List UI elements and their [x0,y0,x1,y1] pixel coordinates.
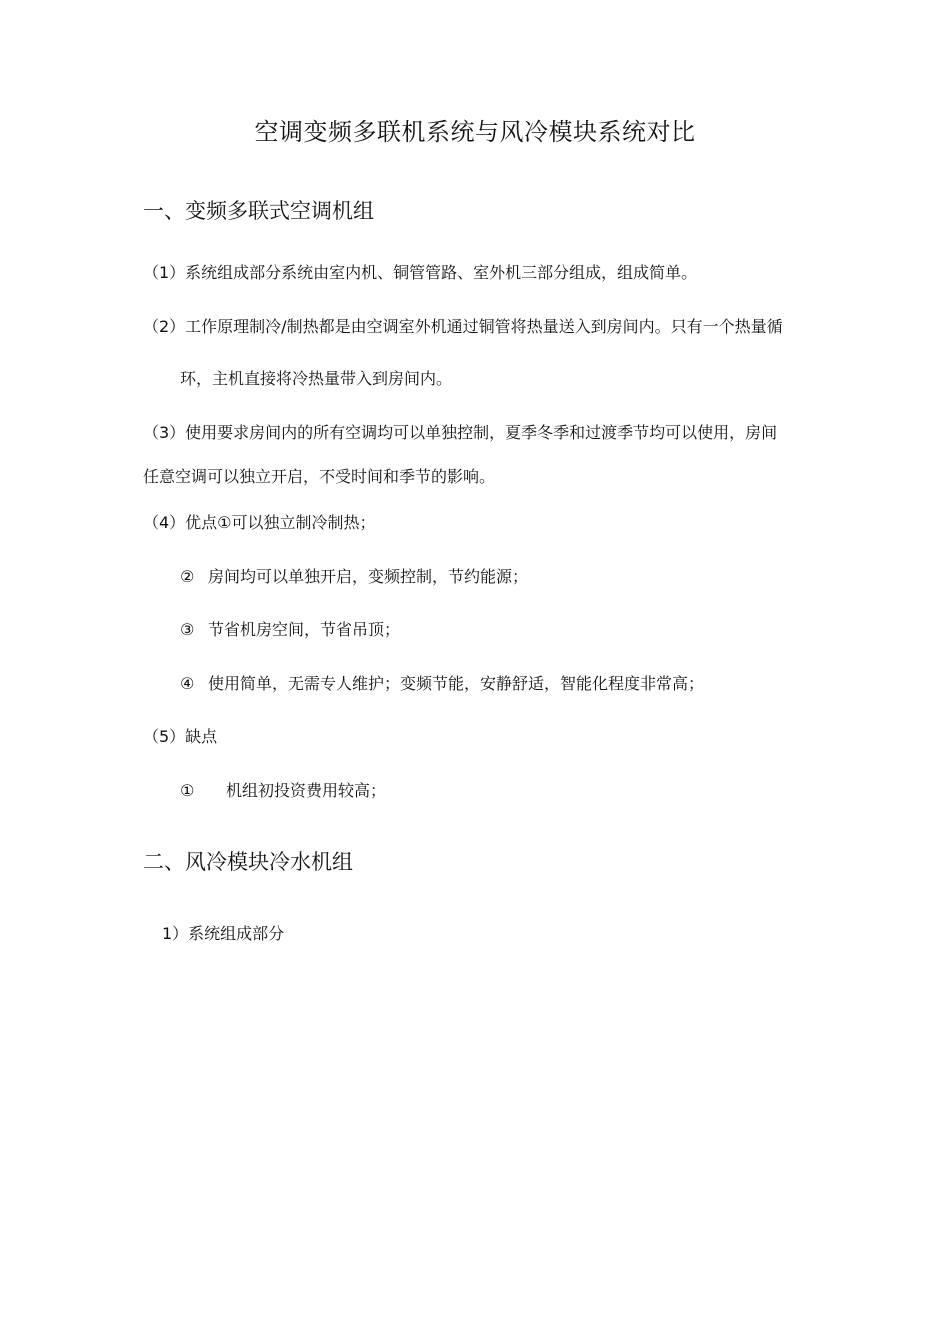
list-marker: ③ [180,620,195,639]
vrf-item-principle-line2: 环，主机直接将冷热量带入到房间内。 [180,369,453,388]
vrf-item-composition: （1）系统组成部分系统由室内机、铜管管路、室外机三部分组成，组成简单。 [143,263,698,282]
list-marker: ④ [180,674,195,693]
list-marker: ② [180,567,195,586]
section-heading-air-cooled: 二、风冷模块冷水机组 [143,850,353,874]
advantage-item [180,565,528,589]
air-cooled-item-composition: 1）系统组成部分 [162,924,285,943]
disadvantage-item [180,779,386,803]
advantage-item [180,672,704,696]
advantage-item [180,618,400,642]
vrf-item-usage-line2: 任意空调可以独立开启，不受时间和季节的影响。 [143,467,496,486]
advantage-text: 房间均可以单独开启，变频控制，节约能源； [208,567,529,586]
advantage-text: 节省机房空间，节省吊顶； [208,620,401,639]
document-title: 空调变频多联机系统与风冷模块系统对比 [254,118,696,146]
vrf-item-principle-line1: （2）工作原理制冷/制热都是由空调室外机通过铜管将热量送入到房间内。只有一个热量循 [143,317,783,336]
section-heading-vrf: 一、变频多联式空调机组 [143,199,374,223]
vrf-item-advantages-heading: （4）优点①可以独立制冷制热； [143,513,376,532]
vrf-item-usage-line1: （3）使用要求房间内的所有空调均可以单独控制，夏季冬季和过渡季节均可以使用，房间 [143,423,778,442]
advantage-text: 使用简单，无需专人维护；变频节能，安静舒适，智能化程度非常高； [208,674,705,693]
list-marker: ① [180,781,195,800]
vrf-item-disadvantages-heading: （5）缺点 [143,727,218,746]
disadvantage-text: 机组初投资费用较高； [226,781,387,800]
